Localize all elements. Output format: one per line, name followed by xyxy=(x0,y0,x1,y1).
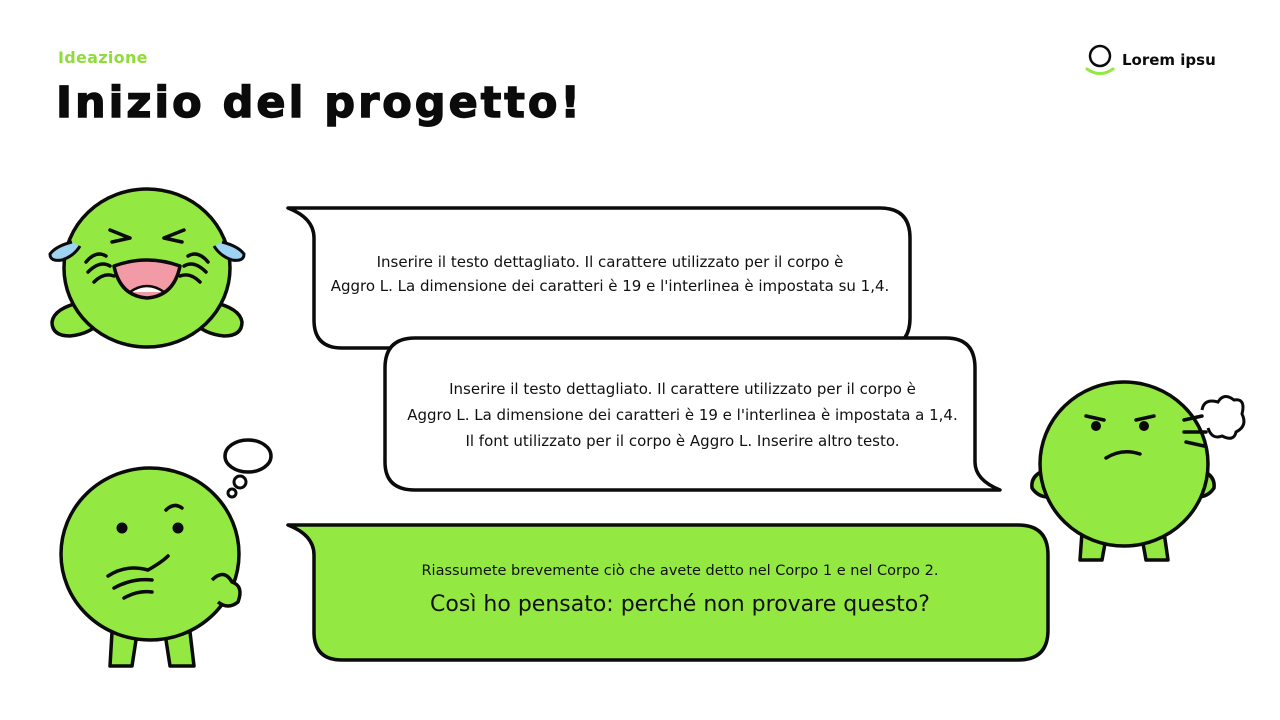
bubble-1-line: Inserire il testo dettagliato. Il carattere utilizzato per il corpo è xyxy=(376,253,844,271)
bubble-2-line: Inserire il testo dettagliato. Il carattere utilizzato per il corpo è xyxy=(449,380,916,398)
bubble-2-text xyxy=(395,376,970,454)
thinking-character-icon xyxy=(52,436,278,676)
annoyed-character-icon xyxy=(1026,376,1248,568)
crying-character-icon xyxy=(44,184,250,354)
bubble-3-headline: Così ho pensato: perché non provare questo? xyxy=(430,592,930,617)
section-label: Ideazione xyxy=(58,48,148,67)
bubble-1-line: Aggro L. La dimensione dei caratteri è 19 e l'interlinea è impostata su 1,4. xyxy=(330,277,890,295)
bubble-1-text xyxy=(320,250,900,298)
page-title: Inizio del progetto! xyxy=(56,78,584,128)
brand-name: Lorem ipsu xyxy=(1122,51,1216,69)
bubble-2-line: Il font utilizzato per il corpo è Aggro L. Inserire altro testo. xyxy=(465,432,900,450)
bubble-2-line: Aggro L. La dimensione dei caratteri è 19 e l'interlinea è impostata a 1,4. xyxy=(407,406,958,424)
bubble-3-summary: Riassumete brevemente ciò che avete detto nel Corpo 1 e nel Corpo 2. xyxy=(421,563,939,579)
